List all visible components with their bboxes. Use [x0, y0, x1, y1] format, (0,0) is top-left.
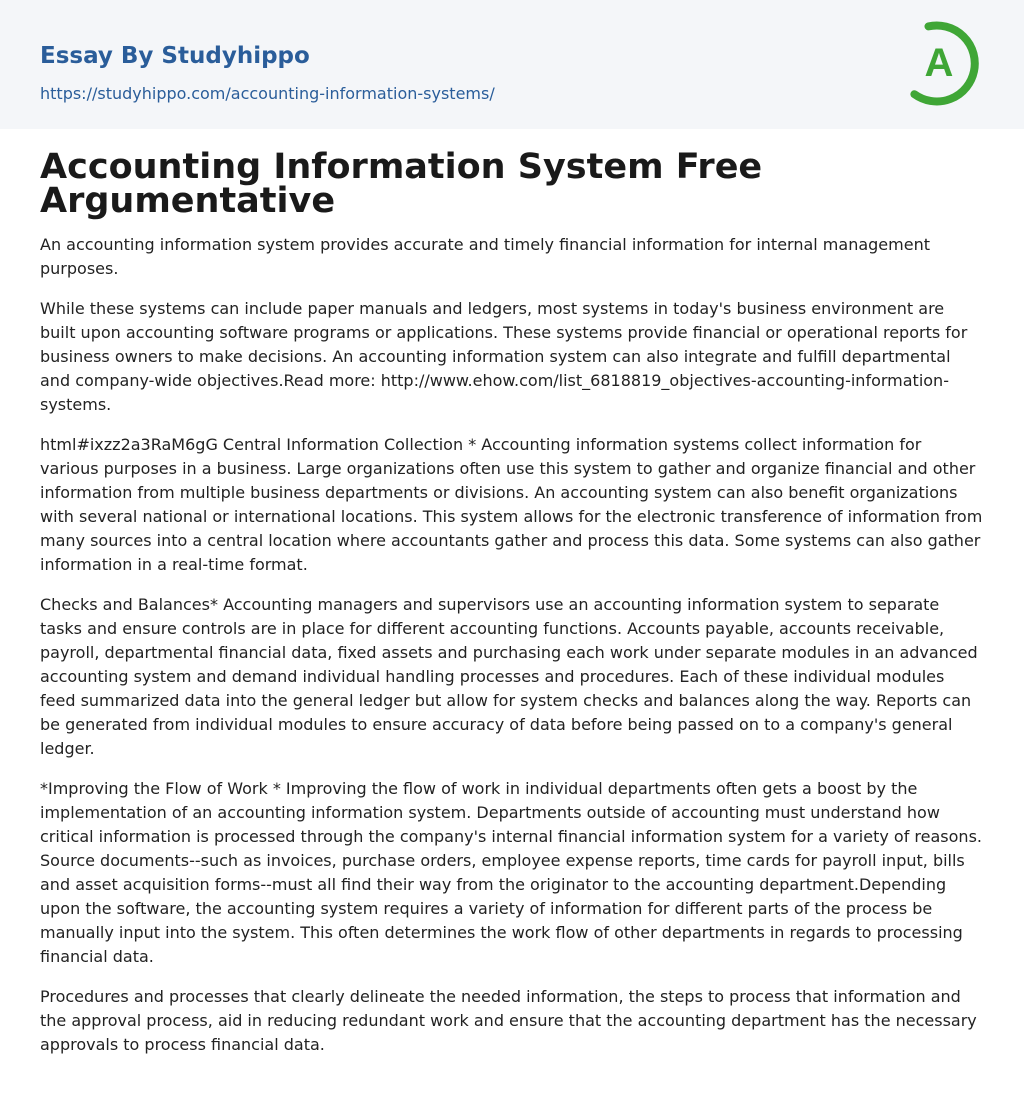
logo-letter: A	[924, 41, 954, 85]
paragraph-3: html#ixzz2a3RaM6gG Central Information Collection * Accounting information systems collect information for various purposes in a business. Large organizations often use this system to gather and organize financial and other information from multiple business departments or divisions. An accounting system can also benefit organizations with several national or international locations. This system allows for the electronic transference of information from many sources into a central location where accountants gather and process this data. Some systems can also gather information in a real-time format.	[40, 435, 983, 574]
paragraph-2: While these systems can include paper manuals and ledgers, most systems in today's business environment are built upon accounting software programs or applications. These systems provide financial or operational reports for business owners to make decisions. An accounting information system can also integrate and fulfill departmental and company-wide objectives.Read more: http://www.ehow.com/list_6818819_objectives-accounting-information-systems.	[40, 299, 968, 414]
source-url-link[interactable]: https://studyhippo.com/accounting-information-systems/	[40, 84, 495, 103]
article-content	[40, 147, 984, 1073]
paragraph-4: Checks and Balances* Accounting managers and supervisors use an accounting information system to separate tasks and ensure controls are in place for different accounting functions. Accounts payable, accounts receivable, payroll, departmental financial data, fixed assets and purchasing each work under separate modules in an advanced accounting system and demand individual handling processes and procedures. Each of these individual modules feed summarized data into the general ledger but allow for system checks and balances along the way. Reports can be generated from individual modules to ensure accuracy of data before being passed on to a company's general ledger.	[40, 595, 978, 758]
paragraph-6: Procedures and processes that clearly delineate the needed information, the steps to process that information and the approval process, aid in reducing redundant work and ensure that the accounting department has the necessary approvals to process financial data.	[40, 987, 977, 1054]
studyhippo-logo-icon[interactable]	[904, 18, 990, 106]
page-title: Accounting Information System Free Argumentative	[40, 147, 763, 221]
brand-title: Essay By Studyhippo	[40, 43, 310, 69]
paragraph-1: An accounting information system provides accurate and timely financial information for internal management purposes.	[40, 235, 930, 278]
site-header	[0, 0, 1024, 129]
paragraph-5: *Improving the Flow of Work * Improving the flow of work in individual departments often gets a boost by the implementation of an accounting information system. Departments outside of accounting must understand how critical information is processed through the company's internal financial information system for a variety of reasons. Source documents--such as invoices, purchase orders, employee expense reports, time cards for payroll input, bills and asset acquisition forms--must all find their way from the originator to the accounting department.Depending upon the software, the accounting system requires a variety of information for different parts of the process be manually input into the system. This often determines the work flow of other departments in regards to processing financial data.	[40, 779, 982, 966]
